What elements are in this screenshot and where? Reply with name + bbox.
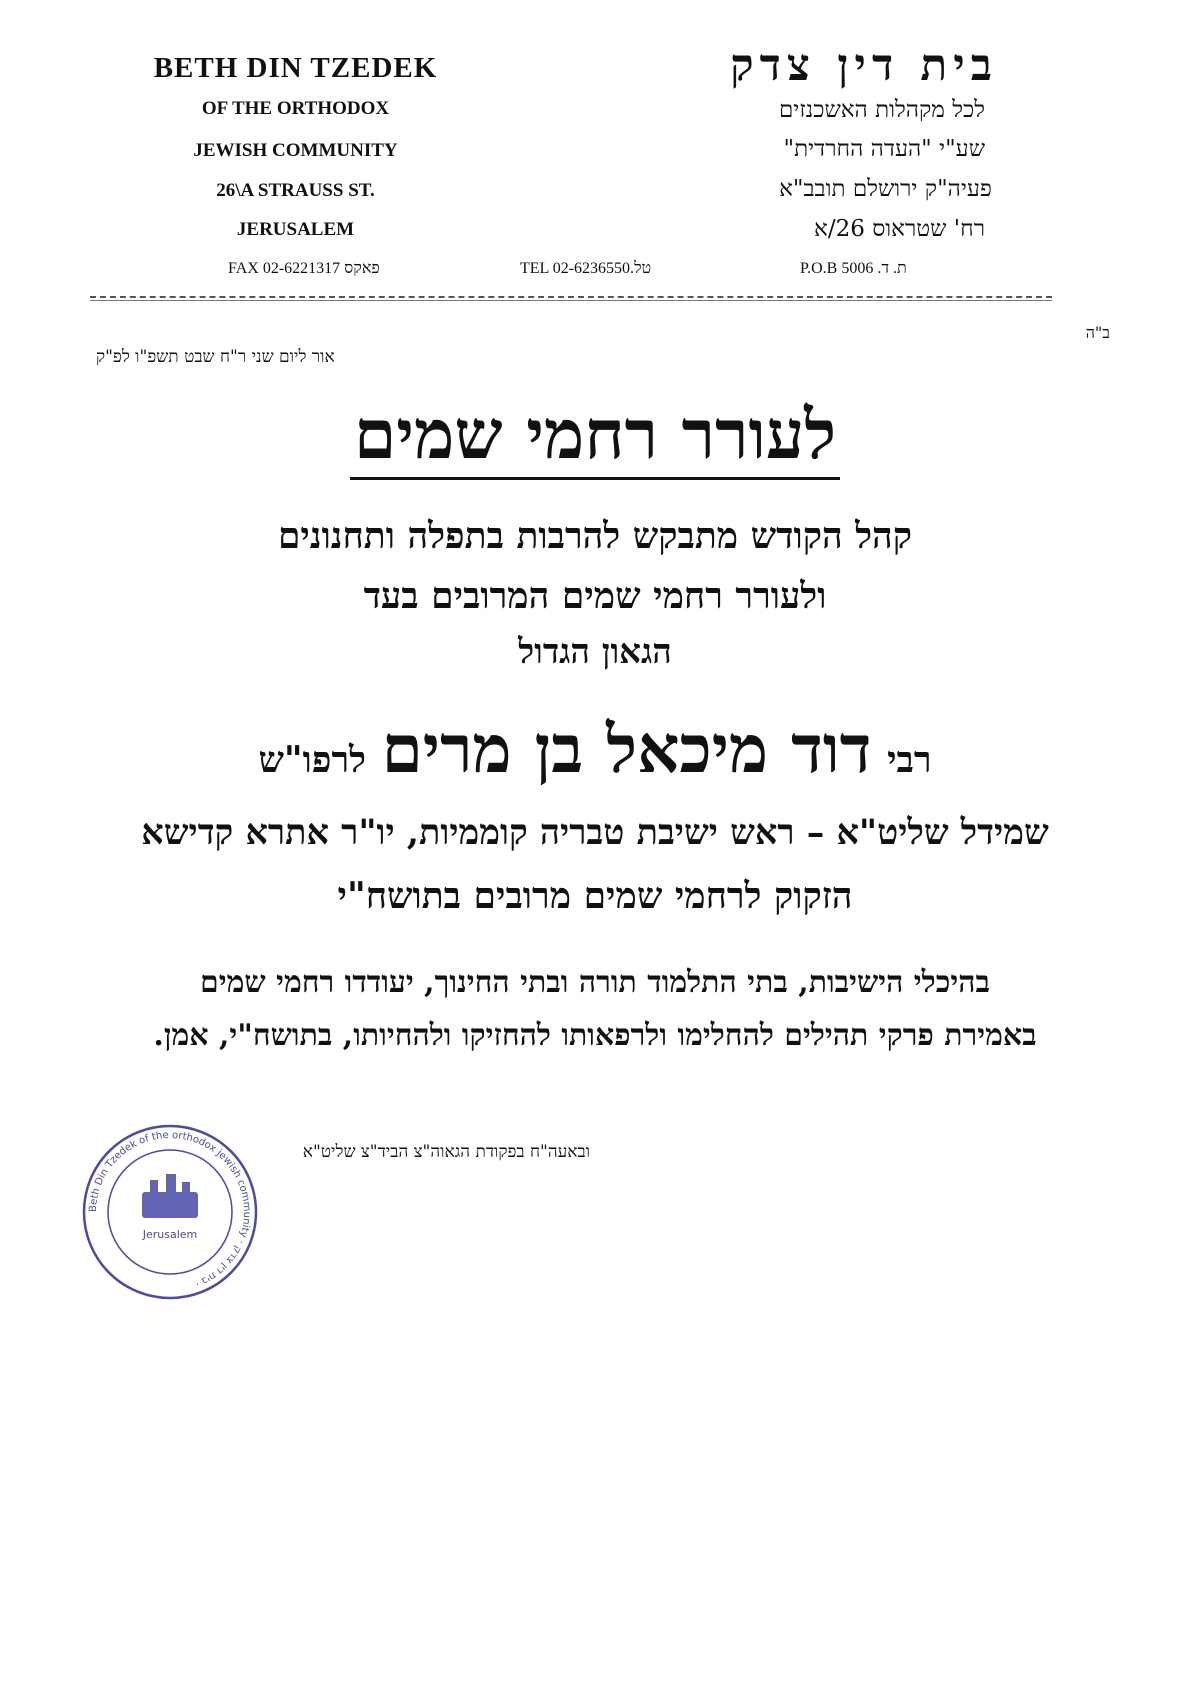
name-prefix: רבי [887,739,932,781]
document-title: לעורר רחמי שמים [350,395,840,480]
svg-text:Jerusalem: Jerusalem [142,1228,198,1241]
document-date: אור ליום שני ר"ח שבט תשפ"ו לפ"ק [96,347,335,367]
request-line-1: קהל הקודש מתבקש להרבות בתפלה ותחנונים [277,515,913,557]
english-city: JERUSALEM [236,219,355,240]
po-box: P.O.B 5006 .ת. ד [800,260,907,277]
header-divider-line [90,300,1052,301]
body-line-1: בהיכלי הישיבות, בתי התלמוד תורה ובתי החינוך, יעודדו רחמי שמים [200,965,990,1000]
patient-title-line: שמידל שליט"א – ראש ישיבת טבריה קוממיות, יו"ר אתרא קדישא [141,812,1049,853]
hebrew-org-line2: לכל מקהלות האשכנזים [778,97,985,123]
request-line-2: ולעורר רחמי שמים המרובים בעד [363,575,827,617]
body-line-2: באמירת פרקי תהילים להחלימו ולרפאותו להחזיקו ולהחיותו, בתושח"י, אמן. [153,1018,1037,1053]
fax-number: FAX 02-6221317 פאקס [228,260,380,277]
title-container [0,395,1190,480]
header-divider [90,296,1052,298]
request-line-3: הגאון הגדול [518,632,672,672]
need-line: הזקוק לרחמי שמים מרובים בתושח"י [337,875,853,917]
svg-text:Beth Din Tzedek of the orthodo: Beth Din Tzedek of the orthodox jewish community · בית דין צדק · [87,1129,253,1290]
patient-name-line [0,710,1190,789]
seal-stamp-icon [80,1122,260,1302]
hebrew-org-line3: שע"י "העדה החרדית" [783,136,985,162]
english-org-line3: JEWISH COMMUNITY [193,140,398,161]
signature-line: ובאעה"ח בפקודת הגאוה"צ הביד"צ שליט"א [302,1142,590,1162]
bh-mark: ב"ה [1085,323,1110,342]
english-org-line2: OF THE ORTHODOX [201,98,390,119]
tel-number: TEL 02-6236550.טל [520,260,652,277]
english-org-name: BETH DIN TZEDEK [153,52,438,84]
hebrew-org-line4: פעיה"ק ירושלם תובב"א [779,176,992,202]
hebrew-org-name: בית דין צדק [730,40,998,91]
patient-name: דוד מיכאל בן מרים [381,710,872,788]
english-address: 26\A STRAUSS ST. [216,180,375,201]
name-suffix: לרפו"ש [258,739,366,781]
hebrew-address: רח' שטראוס 26/א [814,216,985,242]
